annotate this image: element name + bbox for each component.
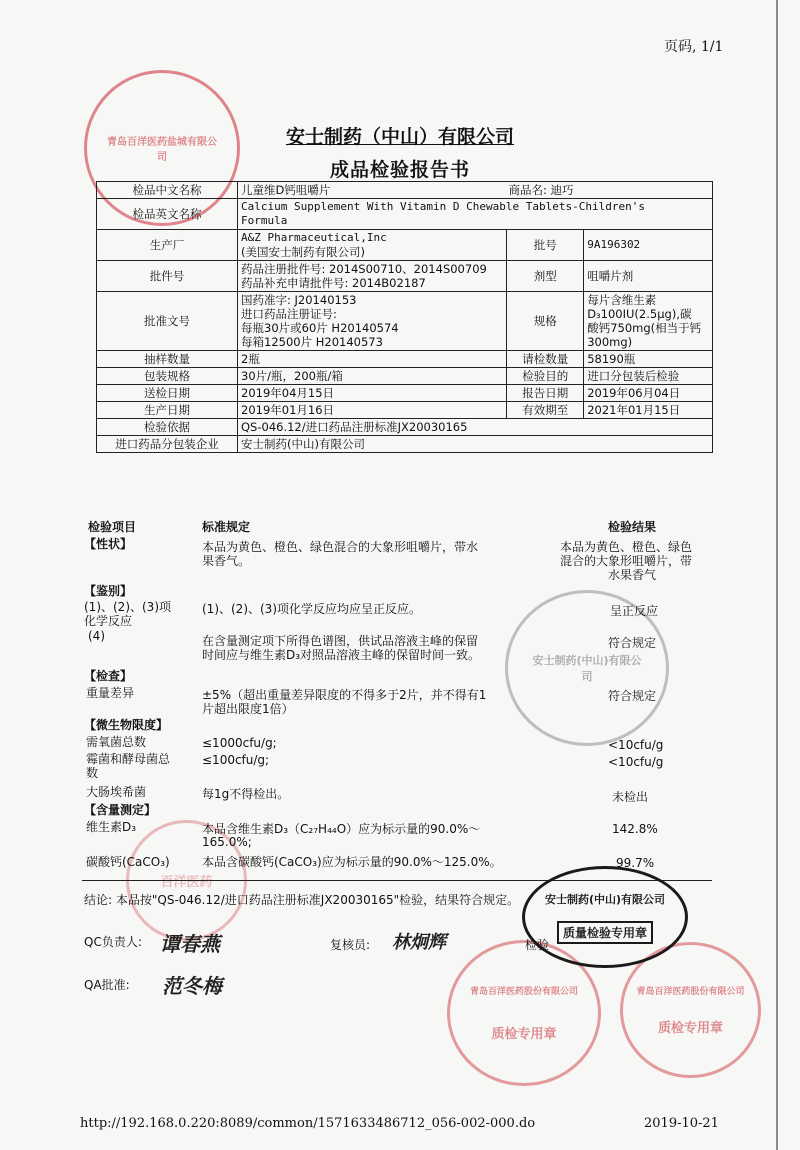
cell-label: 检品中文名称 bbox=[97, 182, 238, 199]
approval-line: 药品注册批件号: 2014S00710、2014S00709 bbox=[241, 262, 487, 276]
cell-label: 进口药品分包装企业 bbox=[97, 436, 238, 453]
cell-value: 30片/瓶，200瓶/箱 bbox=[238, 368, 507, 385]
cell-value: QS-046.12/进口药品注册标准JX20030165 bbox=[238, 419, 713, 436]
ident-std: 在含量测定项下所得色谱图，供试品溶液主峰的保留 bbox=[202, 634, 479, 648]
info-table bbox=[96, 181, 713, 453]
cell-label: 抽样数量 bbox=[97, 351, 238, 368]
spec-line: 每片含维生素 bbox=[587, 293, 657, 307]
ecoli-item: 大肠埃希菌 bbox=[86, 785, 147, 799]
info-row bbox=[97, 419, 713, 436]
aerobic-item: 需氧菌总数 bbox=[86, 735, 147, 749]
cell-value bbox=[238, 230, 507, 261]
footer-date: 2019-10-21 bbox=[644, 1116, 719, 1131]
trade-name-label: 商品名: bbox=[508, 183, 547, 197]
cell-value: 2019年01月16日 bbox=[238, 402, 507, 419]
company-name bbox=[0, 122, 800, 149]
cell-label: 报告日期 bbox=[507, 385, 584, 402]
cell-label: 检验依据 bbox=[97, 419, 238, 436]
cell-label: 剂型 bbox=[507, 261, 584, 292]
mold-res: <10cfu/g bbox=[608, 755, 664, 769]
vitd-std: 165.0%; bbox=[202, 835, 252, 849]
appearance-res: 本品为黄色、橙色、绿色 bbox=[560, 540, 693, 554]
cell-label: 生产厂 bbox=[97, 230, 238, 261]
ident-item: 化学反应 bbox=[84, 614, 133, 628]
ident-std: (1)、(2)、(3)项化学反应均应呈正反应。 bbox=[202, 602, 421, 616]
qa-label: QA批准: bbox=[84, 978, 130, 992]
spec-line: 酸钙750mg(相当于钙 bbox=[587, 321, 702, 335]
info-row bbox=[97, 199, 713, 230]
stamp-left-faint-text: 百洋医药 bbox=[160, 875, 213, 890]
qa-signature: 范冬梅 bbox=[162, 974, 222, 998]
trade-name: 迪巧 bbox=[550, 183, 574, 197]
stamp-bottom-center-text: 青岛百洋医药股份有限公司 bbox=[469, 987, 578, 997]
appearance-res: 混合的大象形咀嚼片，带 bbox=[560, 554, 693, 568]
info-row bbox=[97, 230, 713, 261]
cell-value: 2019年06月04日 bbox=[584, 385, 713, 402]
stamp-middle-text: 安士制药(中山)有限公司 bbox=[532, 654, 642, 683]
section-assay: 【含量测定】 bbox=[84, 803, 157, 817]
col-result-header: 检验结果 bbox=[608, 520, 657, 534]
cell-label: 批号 bbox=[507, 230, 584, 261]
cell-value: 58190瓶 bbox=[584, 351, 713, 368]
aerobic-std: ≤1000cfu/g; bbox=[202, 736, 277, 750]
qc-signature: 谭春燕 bbox=[160, 932, 220, 956]
col-item-header: 检验项目 bbox=[88, 520, 137, 534]
vitd-res: 142.8% bbox=[612, 822, 658, 836]
info-row bbox=[97, 261, 713, 292]
weight-res: 符合规定 bbox=[608, 689, 657, 703]
info-row bbox=[97, 351, 713, 368]
cell-value: 2021年01月15日 bbox=[584, 402, 713, 419]
weight-std: 片超出限度1倍） bbox=[202, 702, 294, 716]
cell-label: 请检数量 bbox=[507, 351, 584, 368]
info-row bbox=[97, 436, 713, 453]
stamp-bottom-right-band: 质检专用章 bbox=[657, 1021, 723, 1036]
cell-value bbox=[238, 182, 713, 199]
en-name-line: Formula bbox=[241, 214, 288, 227]
mold-std: ≤100cfu/g; bbox=[202, 753, 270, 767]
license-line: 进口药品注册证号: bbox=[241, 307, 337, 321]
cell-value: 安士制药(中山)有限公司 bbox=[238, 436, 713, 453]
weight-std: ±5%（超出重量差异限度的不得多于2片，并不得有1 bbox=[202, 688, 487, 702]
stamp-bottom-right-text: 青岛百洋医药股份有限公司 bbox=[636, 987, 745, 997]
trade-name-group bbox=[509, 183, 574, 197]
ident-item: (4) bbox=[88, 629, 105, 643]
manufacturer-line: A&Z Pharmaceutical,Inc bbox=[241, 231, 387, 244]
approval-line: 药品补充申请批件号: 2014B02187 bbox=[241, 276, 426, 290]
cell-value bbox=[238, 199, 713, 230]
cell-value: 9A196302 bbox=[584, 230, 713, 261]
spec-line: D₃100IU(2.5μg),碳 bbox=[587, 307, 692, 321]
appearance-res: 水果香气 bbox=[608, 568, 657, 582]
weight-item: 重量差异 bbox=[86, 686, 135, 700]
ident-res: 呈正反应 bbox=[610, 604, 659, 618]
info-row bbox=[97, 182, 713, 199]
license-line: 每瓶30片或60片 H20140574 bbox=[241, 321, 399, 335]
cell-label: 包装规格 bbox=[97, 368, 238, 385]
cell-label: 送检日期 bbox=[97, 385, 238, 402]
qc-label: QC负责人: bbox=[84, 935, 142, 949]
reviewer-label: 复核员: bbox=[330, 938, 371, 952]
cell-value bbox=[238, 261, 507, 292]
ecoli-res: 未检出 bbox=[612, 790, 649, 804]
caco-item: 碳酸钙(CaCO₃) bbox=[86, 855, 170, 869]
manufacturer-line: (美国安士制药有限公司) bbox=[241, 245, 365, 259]
conclusion-text: 结论: 本品按"QS-046.12/进口药品注册标准JX20030165"检验，结果符合规定。 bbox=[84, 893, 520, 907]
cell-value: 2瓶 bbox=[238, 351, 507, 368]
cell-label: 检验目的 bbox=[507, 368, 584, 385]
mold-item: 数 bbox=[86, 766, 99, 780]
info-row bbox=[97, 292, 713, 351]
cell-label: 批准文号 bbox=[97, 292, 238, 351]
info-row bbox=[97, 402, 713, 419]
stamp-bottom-center-band: 质检专用章 bbox=[491, 1027, 557, 1042]
report-title: 成品检验报告书 bbox=[329, 159, 470, 181]
cell-value bbox=[238, 292, 507, 351]
caco-res: 99.7% bbox=[616, 856, 655, 870]
vitd-item: 维生素D₃ bbox=[86, 820, 137, 834]
cell-label: 规格 bbox=[507, 292, 584, 351]
license-line: 每箱12500片 H20140573 bbox=[241, 335, 383, 349]
stamp-company-text: 安士制药(中山)有限公司 bbox=[544, 892, 666, 906]
aerobic-res: <10cfu/g bbox=[608, 738, 664, 752]
cell-label: 批件号 bbox=[97, 261, 238, 292]
vitd-std: 本品含维生素D₃（C₂₇H₄₄O）应为标示量的90.0%～ bbox=[202, 822, 481, 836]
reviewer-signature: 林炯辉 bbox=[392, 932, 446, 953]
ecoli-std: 每1g不得检出。 bbox=[202, 787, 290, 801]
col-standard-header: 标准规定 bbox=[202, 520, 251, 534]
section-appearance: 【性状】 bbox=[84, 537, 133, 551]
inspector-label: 检验 bbox=[525, 938, 550, 952]
cell-value bbox=[584, 292, 713, 351]
info-row bbox=[97, 368, 713, 385]
cell-value: 2019年04月15日 bbox=[238, 385, 507, 402]
spec-line: 300mg) bbox=[587, 335, 633, 349]
caco-std: 本品含碳酸钙(CaCO₃)应为标示量的90.0%～125.0%。 bbox=[202, 855, 502, 869]
company-name-text: 安士制药（中山）有限公司 bbox=[285, 126, 514, 148]
en-name-line: Calcium Supplement With Vitamin D Chewable Tablets-Children's bbox=[241, 200, 645, 213]
section-micro: 【微生物限度】 bbox=[84, 718, 169, 732]
section-check: 【检查】 bbox=[84, 669, 133, 683]
section-identification: 【鉴别】 bbox=[84, 584, 133, 598]
cell-label: 生产日期 bbox=[97, 402, 238, 419]
info-row bbox=[97, 385, 713, 402]
appearance-std: 本品为黄色、橙色、绿色混合的大象形咀嚼片，带水 bbox=[202, 540, 479, 554]
cell-label: 检品英文名称 bbox=[97, 199, 238, 230]
ident-res: 符合规定 bbox=[608, 636, 657, 650]
cell-label: 有效期至 bbox=[507, 402, 584, 419]
footer-url: http://192.168.0.220:8089/common/1571633486712_056-002-000.do bbox=[80, 1116, 536, 1131]
cn-name: 儿童维D钙咀嚼片 bbox=[241, 183, 331, 197]
license-line: 国药准字: J20140153 bbox=[241, 293, 357, 307]
cell-value: 进口分包装后检验 bbox=[584, 368, 713, 385]
ident-item: (1)、(2)、(3)项 bbox=[84, 600, 171, 614]
mold-item: 霉菌和酵母菌总 bbox=[86, 752, 171, 766]
stamp-company-band: 质量检验专用章 bbox=[557, 921, 653, 944]
cell-value: 咀嚼片剂 bbox=[584, 261, 713, 292]
stamp-top-left-text: 青岛百洋医药盐城有限公司 bbox=[107, 137, 217, 163]
page-number: 页码, 1/1 bbox=[664, 39, 724, 55]
appearance-std: 果香气。 bbox=[202, 554, 251, 568]
ident-std: 时间应与维生素D₃对照品溶液主峰的保留时间一致。 bbox=[202, 648, 481, 662]
